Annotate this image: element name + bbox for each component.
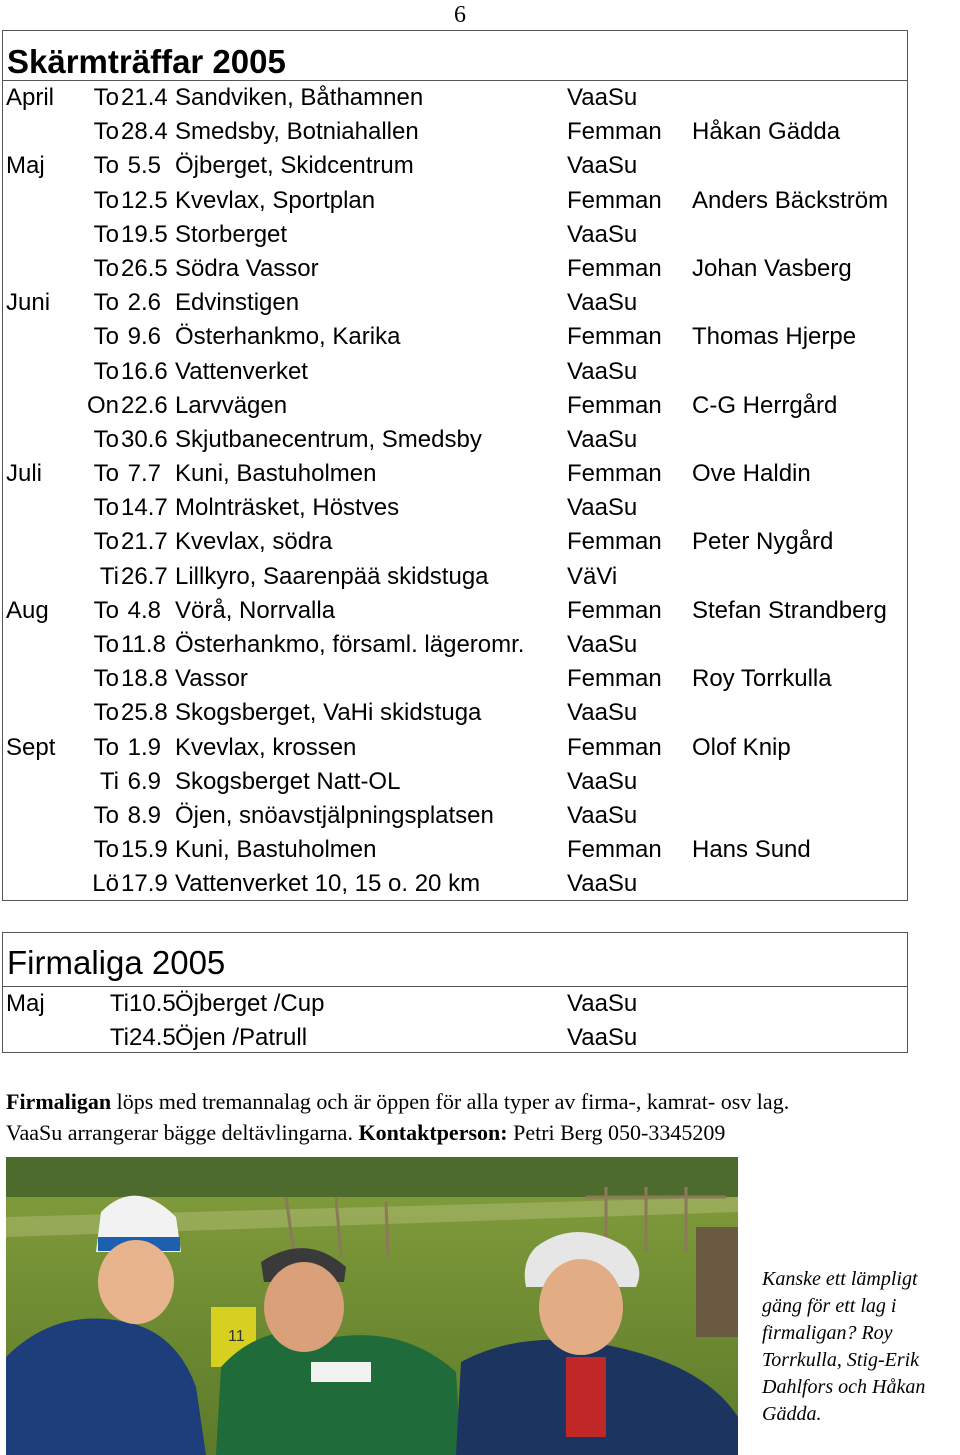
contact-person-cell: Anders Bäckström xyxy=(692,186,889,214)
place-cell: Vassor xyxy=(175,665,248,693)
club-cell: VaaSu xyxy=(567,357,638,385)
table-row xyxy=(3,286,907,320)
place-cell: Vörå, Norrvalla xyxy=(175,596,336,624)
contact-person-cell: Thomas Hjerpe xyxy=(692,323,857,351)
weekday-cell: To xyxy=(93,631,119,658)
date-cell: 25.8 xyxy=(121,699,168,727)
weekday-cell: To xyxy=(93,528,119,556)
month-cell: Sept xyxy=(6,733,56,761)
club-cell: VaaSu xyxy=(567,990,638,1017)
date-cell: 24.5 xyxy=(129,1024,176,1051)
club-cell: Femman xyxy=(567,836,662,864)
weekday-cell: To xyxy=(93,596,119,624)
firmaliga-title: Firmaliga 2005 xyxy=(3,933,907,987)
club-cell: VaaSu xyxy=(567,494,638,522)
club-cell: Femman xyxy=(567,460,662,488)
table-row xyxy=(3,987,907,1021)
place-cell: Edvinstigen xyxy=(175,289,300,317)
weekday-cell: To xyxy=(93,186,119,214)
month-cell: Maj xyxy=(6,152,45,180)
contact-person-cell: Peter Nygård xyxy=(692,528,834,556)
firmaliga-notice xyxy=(6,1086,956,1148)
place-cell: Öjen, snöavstjälpningsplatsen xyxy=(175,801,494,829)
table-row xyxy=(3,149,907,183)
club-cell: Femman xyxy=(567,733,662,761)
place-cell: Larvvägen xyxy=(175,391,288,419)
club-cell: Femman xyxy=(567,186,662,214)
club-cell: VaaSu xyxy=(567,152,638,180)
place-cell: Skjutbanecentrum, Smedsby xyxy=(175,425,482,453)
weekday-cell: To xyxy=(93,733,119,761)
notice-text-2: VaaSu arrangerar bägge deltävlingarna. xyxy=(6,1120,359,1145)
table-row xyxy=(3,423,907,457)
club-cell: Femman xyxy=(567,323,662,351)
contact-person-cell: Olof Knip xyxy=(692,733,791,761)
weekday-cell: To xyxy=(93,254,119,282)
contact-person-cell: Roy Torrkulla xyxy=(692,665,832,693)
date-cell: 6.9 xyxy=(127,767,161,795)
weekday-cell: On xyxy=(86,391,119,419)
schedule-rows xyxy=(3,81,907,902)
table-row xyxy=(3,115,907,149)
table-row xyxy=(3,731,907,765)
schedule-table xyxy=(2,30,908,901)
place-cell: Kvevlax, södra xyxy=(175,528,333,556)
place-cell: Kvevlax, Sportplan xyxy=(175,186,376,214)
weekday-cell: Ti xyxy=(99,562,119,590)
month-cell: Juli xyxy=(6,460,43,488)
weekday-cell: To xyxy=(93,665,119,693)
date-cell: 26.5 xyxy=(121,254,168,282)
weekday-cell: To xyxy=(93,357,119,385)
date-cell: 17.9 xyxy=(121,870,168,898)
weekday-cell: To xyxy=(93,323,119,351)
weekday-cell: To xyxy=(93,84,119,111)
contact-person-cell: Håkan Gädda xyxy=(692,118,841,146)
date-cell: 12.5 xyxy=(121,186,168,214)
date-cell: 9.6 xyxy=(127,323,161,351)
month-cell: Juni xyxy=(6,289,51,317)
date-cell: 7.7 xyxy=(127,460,161,488)
notice-text-1: löps med tremannalag och är öppen för alla typer av firma-, kamrat- osv lag. xyxy=(111,1089,790,1114)
weekday-cell: To xyxy=(93,152,119,180)
weekday-cell: To xyxy=(93,460,119,488)
club-cell: VaaSu xyxy=(567,425,638,453)
page-number: 6 xyxy=(454,2,466,28)
place-cell: Öjberget, Skidcentrum xyxy=(175,152,414,180)
club-cell: Femman xyxy=(567,528,662,556)
group-photo-image xyxy=(6,1157,738,1455)
place-cell: Öjberget /Cup xyxy=(175,990,325,1017)
club-cell: VäVi xyxy=(567,562,618,590)
place-cell: Vattenverket xyxy=(175,357,308,385)
firmaliga-rows xyxy=(3,987,907,1055)
club-cell: VaaSu xyxy=(567,84,638,111)
club-cell: Femman xyxy=(567,665,662,693)
table-row xyxy=(3,1021,907,1055)
weekday-cell: Lö xyxy=(92,870,119,898)
place-cell: Södra Vassor xyxy=(175,254,319,282)
bib-number: 11 xyxy=(228,1328,245,1345)
table-row xyxy=(3,594,907,628)
firmaliga-table xyxy=(2,932,908,1053)
club-cell: VaaSu xyxy=(567,801,638,829)
club-cell: Femman xyxy=(567,596,662,624)
place-cell: Kvevlax, krossen xyxy=(175,733,357,761)
club-cell: Femman xyxy=(567,254,662,282)
notice-bold-firmaligan: Firmaligan xyxy=(6,1089,112,1114)
month-cell: Maj xyxy=(6,990,45,1017)
club-cell: VaaSu xyxy=(567,631,638,658)
weekday-cell: Ti xyxy=(109,990,129,1017)
date-cell: 28.4 xyxy=(121,118,168,146)
club-cell: VaaSu xyxy=(567,289,638,317)
table-row xyxy=(3,696,907,730)
table-row xyxy=(3,457,907,491)
club-cell: VaaSu xyxy=(567,870,638,898)
table-row xyxy=(3,628,907,662)
table-row xyxy=(3,355,907,389)
club-cell: VaaSu xyxy=(567,699,638,727)
date-cell: 2.6 xyxy=(127,289,161,317)
weekday-cell: To xyxy=(93,699,119,727)
table-row xyxy=(3,662,907,696)
table-row xyxy=(3,799,907,833)
place-cell: Österhankmo, församl. lägeromr. xyxy=(175,631,525,658)
contact-person-cell: C-G Herrgård xyxy=(692,391,838,419)
date-cell: 21.7 xyxy=(121,528,168,556)
date-cell: 16.6 xyxy=(121,357,168,385)
date-cell: 21.4 xyxy=(121,84,168,111)
schedule-title: Skärmträffar 2005 xyxy=(3,31,907,81)
place-cell: Smedsby, Botniahallen xyxy=(175,118,419,146)
place-cell: Öjen /Patrull xyxy=(175,1024,308,1051)
weekday-cell: To xyxy=(93,220,119,248)
table-row xyxy=(3,525,907,559)
table-row xyxy=(3,218,907,252)
weekday-cell: To xyxy=(93,836,119,864)
date-cell: 4.8 xyxy=(127,596,161,624)
club-cell: Femman xyxy=(567,391,662,419)
place-cell: Kuni, Bastuholmen xyxy=(175,836,377,864)
place-cell: Sandviken, Båthamnen xyxy=(175,84,424,111)
photo-caption: Kanske ett lämpligt gäng för ett lag i firmaligan? Roy Torrkulla, Stig-Erik Dahlfors och Håkan Gädda. xyxy=(762,1268,926,1425)
table-row xyxy=(3,389,907,423)
place-cell: Vattenverket 10, 15 o. 20 km xyxy=(175,870,481,898)
date-cell: 26.7 xyxy=(121,562,168,590)
table-row xyxy=(3,252,907,286)
table-row xyxy=(3,491,907,525)
club-cell: VaaSu xyxy=(567,220,638,248)
date-cell: 15.9 xyxy=(121,836,168,864)
weekday-cell: Ti xyxy=(109,1024,129,1051)
date-cell: 14.7 xyxy=(121,494,168,522)
place-cell: Skogsberget Natt-OL xyxy=(175,767,401,795)
table-row xyxy=(3,81,907,115)
table-row xyxy=(3,320,907,354)
place-cell: Molnträsket, Höstves xyxy=(175,494,400,522)
date-cell: 10.5 xyxy=(129,990,176,1017)
table-row xyxy=(3,765,907,799)
contact-person-cell: Hans Sund xyxy=(692,836,811,864)
weekday-cell: Ti xyxy=(99,767,119,795)
date-cell: 1.9 xyxy=(127,733,161,761)
contact-person-cell: Johan Vasberg xyxy=(692,254,852,282)
club-cell: VaaSu xyxy=(567,1024,638,1051)
date-cell: 5.5 xyxy=(127,152,161,180)
notice-bold-contact: Kontaktperson: xyxy=(358,1120,508,1145)
place-cell: Storberget xyxy=(175,220,288,248)
date-cell: 18.8 xyxy=(121,665,168,693)
table-row xyxy=(3,184,907,218)
date-cell: 30.6 xyxy=(121,425,168,453)
place-cell: Skogsberget, VaHi skidstuga xyxy=(175,699,482,727)
weekday-cell: To xyxy=(93,425,119,453)
weekday-cell: To xyxy=(93,801,119,829)
weekday-cell: To xyxy=(93,289,119,317)
club-cell: Femman xyxy=(567,118,662,146)
group-photo xyxy=(6,1157,738,1455)
date-cell: 22.6 xyxy=(121,391,168,419)
place-cell: Kuni, Bastuholmen xyxy=(175,460,377,488)
place-cell: Österhankmo, Karika xyxy=(175,323,401,351)
club-cell: VaaSu xyxy=(567,767,638,795)
notice-text-3: Petri Berg 050-3345209 xyxy=(507,1120,726,1145)
table-row xyxy=(3,867,907,901)
contact-person-cell: Stefan Strandberg xyxy=(692,596,887,624)
table-row xyxy=(3,833,907,867)
table-row xyxy=(3,560,907,594)
date-cell: 11.8 xyxy=(121,631,166,658)
month-cell: Aug xyxy=(6,596,49,624)
date-cell: 19.5 xyxy=(121,220,168,248)
contact-person-cell: Ove Haldin xyxy=(692,460,811,488)
weekday-cell: To xyxy=(93,494,119,522)
month-cell: April xyxy=(6,84,55,111)
weekday-cell: To xyxy=(93,118,119,146)
place-cell: Lillkyro, Saarenpää skidstuga xyxy=(175,562,489,590)
date-cell: 8.9 xyxy=(127,801,161,829)
